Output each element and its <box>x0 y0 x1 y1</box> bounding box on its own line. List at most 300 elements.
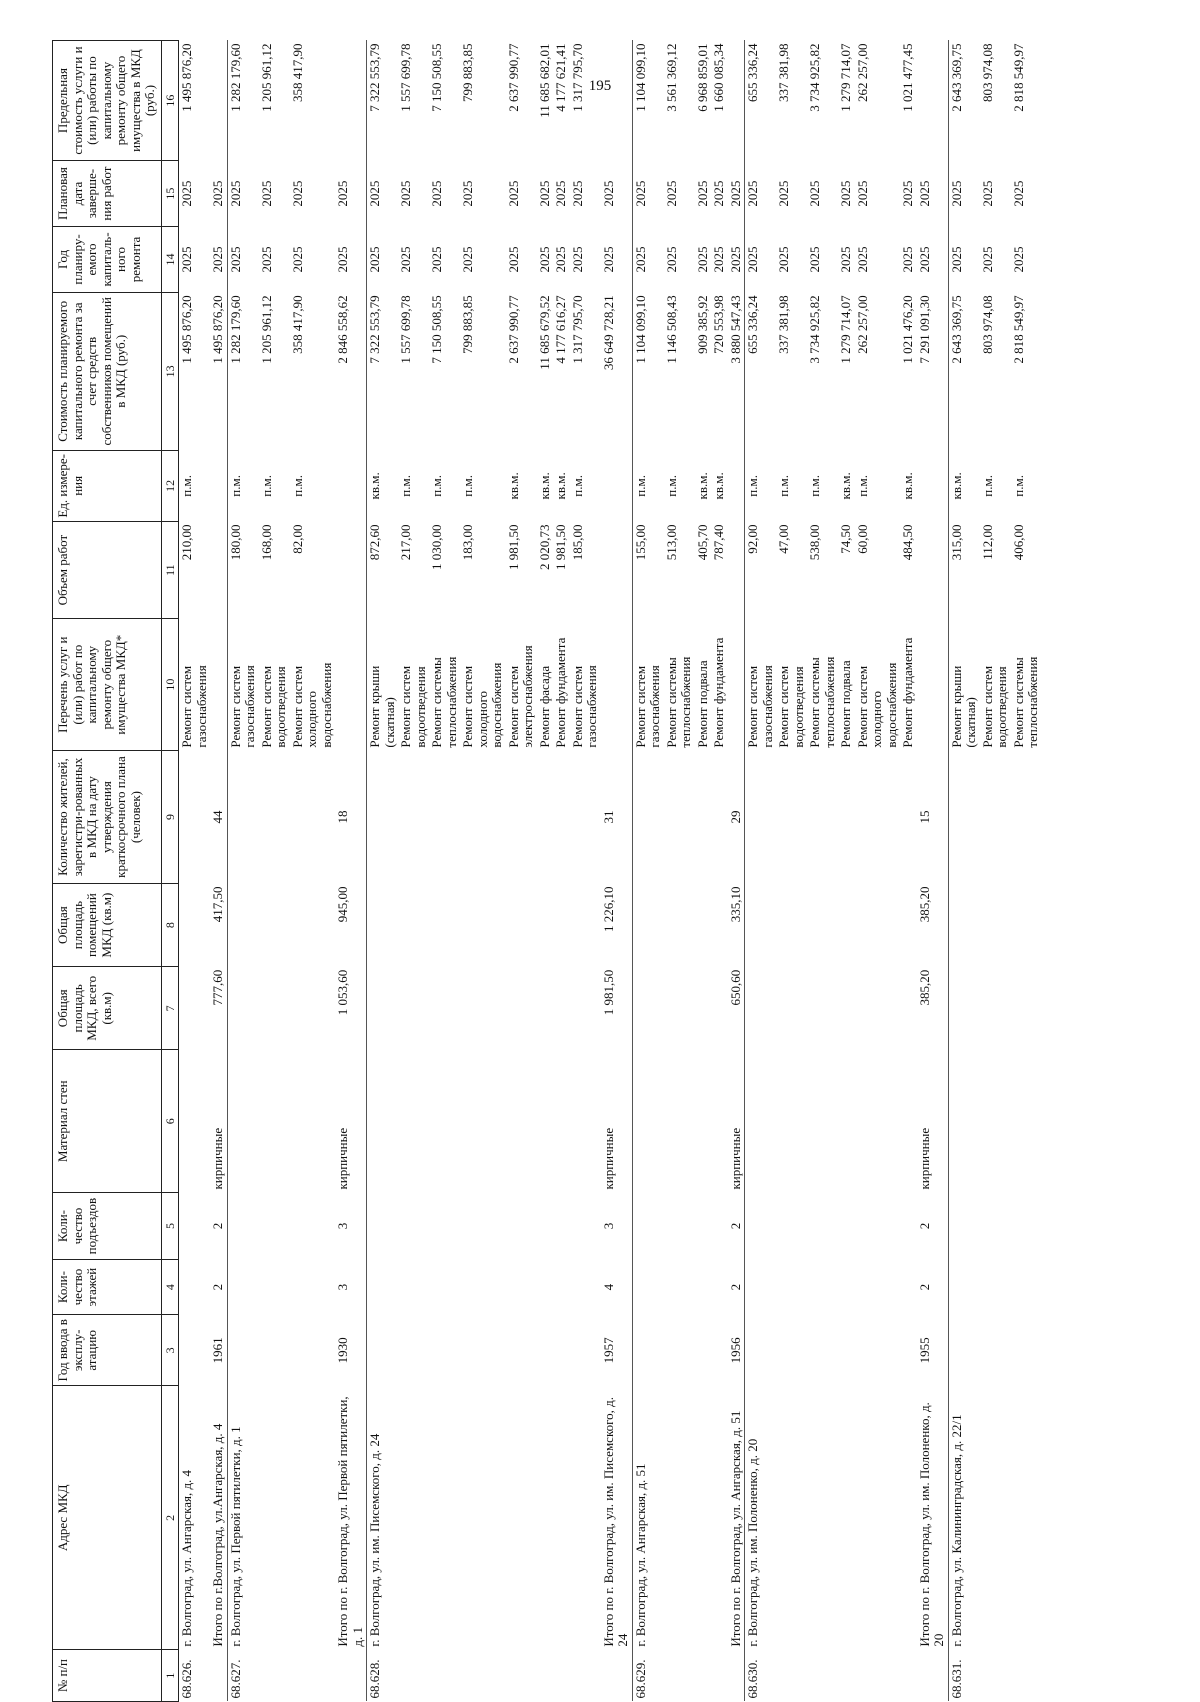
residents-cell <box>1011 751 1042 884</box>
year-cell <box>695 1315 712 1386</box>
repair-year-cell: 2025 <box>600 246 616 273</box>
row-number <box>335 1650 367 1702</box>
end-date-cell: 2025 <box>429 180 444 207</box>
cost-cell: 3 734 925,82 <box>807 295 822 364</box>
repair-year-cell: 2025 <box>900 246 915 273</box>
floors-cell <box>711 1260 728 1315</box>
cost-cell: 1 146 508,43 <box>663 295 679 364</box>
total-area-cell <box>227 967 259 1050</box>
residents-cell <box>855 751 901 884</box>
wall-material-cell <box>855 1050 901 1193</box>
entrances-cell <box>460 1193 506 1260</box>
end-date-cell: 2025 <box>948 161 980 227</box>
limit-cost-cell: 1 557 699,78 <box>398 43 413 112</box>
residents-cell <box>553 751 570 884</box>
unit-cell: кв.м. <box>505 472 521 500</box>
cost-cell: 3 880 547,43 <box>727 295 743 364</box>
wall-material-cell <box>745 1050 777 1193</box>
end-date-cell: 2025 <box>179 161 211 227</box>
unit-cell <box>601 450 633 521</box>
work-type-cell: Ремонт подвала <box>838 660 853 748</box>
volume-cell: 538,00 <box>807 524 822 561</box>
floors-cell <box>179 1260 211 1315</box>
entrances-cell <box>980 1193 1011 1260</box>
wall-material-cell <box>537 1050 554 1193</box>
volume-cell: 60,00 <box>854 524 870 554</box>
column-number: 4 <box>161 1260 179 1315</box>
wall-material-cell <box>632 1050 664 1193</box>
cost-cell: 337 381,98 <box>776 295 791 354</box>
unit-cell: кв.м. <box>838 472 853 500</box>
floors-cell <box>1011 1260 1042 1315</box>
header-cell: Предельная стоимость услуги и (или) работы по капитальному ремонту общего имущества в МКД (руб.) <box>53 41 162 161</box>
cost-cell: 1 104 099,10 <box>632 292 664 450</box>
table-row <box>227 41 259 1702</box>
year-cell <box>1011 1315 1042 1386</box>
year-cell <box>227 1315 259 1386</box>
work-type-cell: Ремонт систем холодного водоснабжения <box>460 662 504 748</box>
end-date-cell: 2025 <box>900 180 915 207</box>
volume-cell: 484,50 <box>900 524 915 561</box>
unit-cell: кв.м. <box>367 450 399 521</box>
limit-cost-cell <box>728 41 745 161</box>
unit-cell: п.м. <box>429 475 444 497</box>
total-area-cell <box>537 967 554 1050</box>
premises-area-cell <box>429 884 460 967</box>
cost-cell: 358 417,90 <box>289 295 305 354</box>
floors-cell: 2 <box>210 1283 225 1291</box>
floors-cell <box>664 1260 695 1315</box>
floors-cell <box>695 1260 712 1315</box>
limit-cost-cell: 655 336,24 <box>745 41 777 161</box>
floors-cell: 2 <box>916 1283 932 1291</box>
wall-material-cell: кирпичные <box>210 1127 225 1190</box>
table-row <box>570 41 601 1702</box>
wall-material-cell <box>1011 1050 1042 1193</box>
work-type-cell: Ремонт систем газоснабжения <box>179 619 211 751</box>
total-area-cell <box>570 967 601 1050</box>
cost-cell: 2 818 549,97 <box>1010 295 1026 364</box>
repair-year-cell: 2025 <box>854 246 870 273</box>
table-row <box>900 41 917 1702</box>
work-type-cell: Ремонт системы теплоснабжения <box>663 656 693 748</box>
unit-cell <box>335 450 367 521</box>
residents-cell <box>745 751 777 884</box>
table-row <box>855 41 901 1702</box>
entrances-cell <box>664 1193 695 1260</box>
wall-material-cell: кирпичные <box>916 1127 932 1190</box>
residents-cell: 18 <box>335 810 350 824</box>
address-cell: г. Волгоград, ул. Первой пятилетки, д. 1 <box>227 1386 259 1650</box>
unit-cell: п.м. <box>398 475 413 497</box>
address-cell <box>1011 1386 1042 1650</box>
residents-cell <box>664 751 695 884</box>
residents-cell <box>460 751 506 884</box>
cost-cell: 1 021 476,20 <box>900 295 915 364</box>
residents-cell <box>948 751 980 884</box>
column-number: 10 <box>161 619 179 751</box>
unit-cell: п.м. <box>258 475 274 497</box>
residents-cell <box>259 751 290 884</box>
entrances-cell <box>807 1193 838 1260</box>
year-cell: 1957 <box>600 1337 616 1364</box>
volume-cell: 217,00 <box>398 524 413 561</box>
work-type-cell: Ремонт крыши (скатная) <box>948 619 980 751</box>
work-type-cell: Ремонт систем водоотведения <box>776 665 806 748</box>
table-row <box>664 41 695 1702</box>
work-type-cell: Ремонт систем газоснабжения <box>569 665 599 748</box>
residents-cell <box>900 751 917 884</box>
end-date-cell: 2025 <box>916 180 932 207</box>
cost-cell: 720 553,98 <box>711 295 726 354</box>
entrances-cell <box>838 1193 855 1260</box>
work-type-cell <box>601 619 633 751</box>
year-cell <box>290 1315 336 1386</box>
total-row <box>335 41 367 1702</box>
total-area-cell <box>632 967 664 1050</box>
floors-cell <box>838 1260 855 1315</box>
cost-cell: 7 291 091,30 <box>916 295 932 364</box>
residents-cell <box>711 751 728 884</box>
total-row <box>728 41 745 1702</box>
cost-cell: 1 205 961,12 <box>258 295 274 364</box>
volume-cell: 2 020,73 <box>536 524 552 570</box>
total-area-cell <box>290 967 336 1050</box>
work-type-cell <box>335 619 367 751</box>
repair-year-cell: 2025 <box>335 246 350 273</box>
total-area-cell <box>1011 967 1042 1050</box>
total-area-cell <box>398 967 429 1050</box>
premises-area-cell <box>776 884 807 967</box>
entrances-cell: 2 <box>210 1222 225 1230</box>
unit-cell <box>728 450 745 521</box>
floors-cell: 2 <box>727 1283 743 1291</box>
row-number <box>711 1650 728 1702</box>
work-type-cell: Ремонт систем холодного водоснабжения <box>289 662 334 748</box>
year-cell <box>537 1315 554 1386</box>
work-type-cell: Ремонт фасада <box>536 665 552 748</box>
repair-year-cell: 2025 <box>916 246 932 273</box>
year-cell: 1955 <box>916 1337 932 1364</box>
total-area-cell <box>980 967 1011 1050</box>
year-cell <box>460 1315 506 1386</box>
floors-cell: 3 <box>335 1283 350 1291</box>
floors-cell <box>855 1260 901 1315</box>
floors-cell <box>259 1260 290 1315</box>
end-date-cell: 2025 <box>807 180 822 207</box>
volume-cell: 92,00 <box>745 522 777 619</box>
header-cell: Объем работ <box>53 522 162 619</box>
volume-cell <box>917 522 949 619</box>
header-cell: Год планиру-емого капиталь-ного ремонта <box>53 227 162 293</box>
table-row <box>1011 41 1042 1702</box>
column-number: 12 <box>161 450 179 521</box>
cost-cell: 909 385,92 <box>694 295 710 354</box>
repair-year-cell: 2025 <box>367 227 399 293</box>
cost-cell: 7 150 508,55 <box>429 295 444 364</box>
premises-area-cell <box>711 884 728 967</box>
premises-area-cell <box>398 884 429 967</box>
end-date-cell: 2025 <box>632 161 664 227</box>
wall-material-cell <box>460 1050 506 1193</box>
work-type-cell: Ремонт систем водоотведения <box>398 665 428 748</box>
cost-cell: 1 495 876,20 <box>210 295 225 364</box>
end-date-cell: 2025 <box>553 180 568 207</box>
entrances-cell <box>570 1193 601 1260</box>
wall-material-cell <box>506 1050 537 1193</box>
limit-cost-cell: 1 660 085,34 <box>711 43 726 112</box>
unit-cell <box>917 450 949 521</box>
column-number-row <box>161 41 179 1702</box>
row-number: 68.626. <box>179 1650 211 1702</box>
end-date-cell: 2025 <box>776 180 791 207</box>
address-cell: Итого по г. Волгоград, ул. Ангарская, д. 51 <box>727 1410 743 1647</box>
total-row <box>601 41 633 1702</box>
address-cell: Итого по г. Волгоград, ул. им. Полоненко, д. 20 <box>916 1402 946 1647</box>
year-cell <box>632 1315 664 1386</box>
row-number <box>838 1650 855 1702</box>
floors-cell <box>290 1260 336 1315</box>
table-row <box>460 41 506 1702</box>
unit-cell: п.м. <box>663 475 679 497</box>
residents-cell <box>429 751 460 884</box>
entrances-cell <box>695 1193 712 1260</box>
limit-cost-cell: 1 205 961,12 <box>258 43 274 112</box>
repair-year-cell: 2025 <box>838 246 853 273</box>
premises-area-cell <box>948 884 980 967</box>
total-area-cell <box>506 967 537 1050</box>
repair-year-cell: 2025 <box>505 246 521 273</box>
premises-area-cell: 335,10 <box>727 886 743 923</box>
column-number: 2 <box>161 1386 179 1650</box>
end-date-cell: 2025 <box>210 180 225 207</box>
total-area-cell <box>807 967 838 1050</box>
entrances-cell <box>429 1193 460 1260</box>
residents-cell <box>537 751 554 884</box>
residents-cell <box>227 751 259 884</box>
limit-cost-cell: 2 643 369,75 <box>948 41 980 161</box>
limit-cost-cell: 7 150 508,55 <box>429 43 444 112</box>
wall-material-cell: кирпичные <box>335 1127 350 1190</box>
limit-cost-cell <box>335 41 367 161</box>
address-cell <box>537 1386 554 1650</box>
premises-area-cell: 385,20 <box>916 886 932 923</box>
year-cell <box>900 1315 917 1386</box>
year-cell: 1956 <box>727 1337 743 1364</box>
year-cell <box>807 1315 838 1386</box>
work-type-cell: Ремонт фундамента <box>900 637 915 748</box>
limit-cost-cell: 358 417,90 <box>289 43 305 102</box>
limit-cost-cell: 1 279 714,07 <box>838 43 853 112</box>
entrances-cell <box>227 1193 259 1260</box>
table-row <box>695 41 712 1702</box>
table-row <box>807 41 838 1702</box>
repair-year-cell: 2025 <box>979 246 995 273</box>
table-row <box>367 41 399 1702</box>
table-row <box>429 41 460 1702</box>
repair-year-cell: 2025 <box>1010 246 1026 273</box>
limit-cost-cell: 6 968 859,01 <box>694 43 710 112</box>
column-number: 6 <box>161 1050 179 1193</box>
row-number <box>728 1650 745 1702</box>
row-number <box>506 1650 537 1702</box>
year-cell: 1961 <box>210 1337 225 1364</box>
volume-cell: 1 981,50 <box>553 524 568 570</box>
end-date-cell: 2025 <box>335 180 350 207</box>
premises-area-cell <box>367 884 399 967</box>
wall-material-cell <box>259 1050 290 1193</box>
row-number <box>537 1650 554 1702</box>
residents-cell <box>179 751 211 884</box>
row-number: 68.630. <box>745 1650 777 1702</box>
work-type-cell: Ремонт системы теплоснабжения <box>807 656 837 748</box>
volume-cell: 112,00 <box>979 524 995 560</box>
entrances-cell <box>259 1193 290 1260</box>
unit-cell: п.м. <box>227 450 259 521</box>
wall-material-cell <box>290 1050 336 1193</box>
row-number: 68.627. <box>227 1650 259 1702</box>
repair-year-cell: 2025 <box>569 246 585 273</box>
volume-cell: 82,00 <box>289 524 305 554</box>
floors-cell <box>553 1260 570 1315</box>
repair-year-cell: 2025 <box>460 246 475 273</box>
unit-cell: п.м. <box>745 450 777 521</box>
address-cell: г. Волгоград, ул. Ангарская, д. 4 <box>179 1386 211 1650</box>
total-area-cell <box>855 967 901 1050</box>
wall-material-cell <box>179 1050 211 1193</box>
work-type-cell: Ремонт систем водоотведения <box>979 665 1009 748</box>
premises-area-cell <box>1011 884 1042 967</box>
row-number <box>695 1650 712 1702</box>
address-cell <box>980 1386 1011 1650</box>
volume-cell: 1 030,00 <box>429 524 444 570</box>
header-cell: Ед. измере-ния <box>53 450 162 521</box>
repair-year-cell: 2025 <box>948 227 980 293</box>
row-number <box>1011 1650 1042 1702</box>
address-cell: Итого по г. Волгоград, ул. им. Писемского, д. 24 <box>600 1397 630 1647</box>
column-number: 3 <box>161 1315 179 1386</box>
address-cell: Итого по г.Волгоград, ул.Ангарская, д. 4 <box>210 1423 225 1647</box>
rotated-table-sheet <box>52 40 1164 1702</box>
premises-area-cell <box>179 884 211 967</box>
row-number: 68.631. <box>948 1650 980 1702</box>
limit-cost-cell: 7 322 553,79 <box>367 41 399 161</box>
total-row <box>210 41 227 1702</box>
table-row <box>179 41 211 1702</box>
unit-cell: кв.м. <box>694 472 710 500</box>
wall-material-cell <box>948 1050 980 1193</box>
wall-material-cell <box>367 1050 399 1193</box>
column-number: 13 <box>161 292 179 450</box>
total-area-cell <box>900 967 917 1050</box>
work-type-cell: Ремонт системы теплоснабжения <box>1010 656 1040 748</box>
cost-cell: 1 317 795,70 <box>569 295 585 364</box>
wall-material-cell: кирпичные <box>600 1127 616 1190</box>
wall-material-cell <box>553 1050 570 1193</box>
column-number: 11 <box>161 522 179 619</box>
entrances-cell <box>855 1193 901 1260</box>
total-area-cell <box>179 967 211 1050</box>
end-date-cell: 2025 <box>227 161 259 227</box>
end-date-cell: 2025 <box>460 180 475 207</box>
repair-year-cell: 2025 <box>536 246 552 273</box>
cost-cell: 1 557 699,78 <box>398 295 413 364</box>
table-row <box>745 41 777 1702</box>
unit-cell: кв.м. <box>553 472 568 500</box>
address-cell <box>664 1386 695 1650</box>
unit-cell: кв.м. <box>948 450 980 521</box>
address-cell <box>711 1386 728 1650</box>
year-cell <box>367 1315 399 1386</box>
total-area-cell <box>745 967 777 1050</box>
repair-year-cell: 2025 <box>632 227 664 293</box>
total-area-cell: 777,60 <box>210 969 225 1006</box>
floors-cell: 4 <box>600 1283 616 1291</box>
header-cell: Коли-чество подъездов <box>53 1193 162 1260</box>
entrances-cell <box>900 1193 917 1260</box>
end-date-cell: 2025 <box>600 180 616 207</box>
year-cell <box>838 1315 855 1386</box>
wall-material-cell: кирпичные <box>727 1127 743 1190</box>
row-number <box>664 1650 695 1702</box>
row-number <box>776 1650 807 1702</box>
address-cell <box>695 1386 712 1650</box>
capital-repair-table <box>52 40 1042 1702</box>
repair-year-cell: 2025 <box>807 246 822 273</box>
end-date-cell: 2025 <box>854 180 870 207</box>
floors-cell <box>570 1260 601 1315</box>
year-cell <box>664 1315 695 1386</box>
entrances-cell <box>632 1193 664 1260</box>
repair-year-cell: 2025 <box>663 246 679 273</box>
wall-material-cell <box>664 1050 695 1193</box>
address-cell: г. Волгоград, ул. Ангарская, д. 51 <box>632 1386 664 1650</box>
row-number <box>429 1650 460 1702</box>
end-date-cell: 2025 <box>569 180 585 207</box>
limit-cost-cell: 2 637 990,77 <box>505 43 521 112</box>
premises-area-cell <box>855 884 901 967</box>
volume-cell: 168,00 <box>258 524 274 561</box>
cost-cell: 1 279 714,07 <box>838 295 853 364</box>
residents-cell: 15 <box>916 810 932 824</box>
premises-area-cell <box>807 884 838 967</box>
unit-cell: кв.м. <box>711 472 726 500</box>
premises-area-cell <box>980 884 1011 967</box>
end-date-cell: 2025 <box>694 180 710 207</box>
unit-cell: п.м. <box>807 475 822 497</box>
row-number <box>259 1650 290 1702</box>
volume-cell: 406,00 <box>1010 524 1026 561</box>
year-cell: 1930 <box>335 1337 350 1364</box>
volume-cell: 210,00 <box>179 522 211 619</box>
repair-year-cell: 2025 <box>776 246 791 273</box>
cost-cell: 2 846 558,62 <box>335 295 350 364</box>
cost-cell: 262 257,00 <box>854 295 870 354</box>
table-row <box>711 41 728 1702</box>
volume-cell <box>335 522 367 619</box>
residents-cell <box>570 751 601 884</box>
volume-cell: 180,00 <box>227 522 259 619</box>
unit-cell: п.м. <box>979 475 995 497</box>
limit-cost-cell <box>917 41 949 161</box>
work-type-cell: Ремонт крыши (скатная) <box>367 619 399 751</box>
row-number <box>460 1650 506 1702</box>
year-cell <box>776 1315 807 1386</box>
cost-cell: 7 322 553,79 <box>367 292 399 450</box>
address-cell <box>429 1386 460 1650</box>
address-cell <box>259 1386 290 1650</box>
premises-area-cell <box>290 884 336 967</box>
